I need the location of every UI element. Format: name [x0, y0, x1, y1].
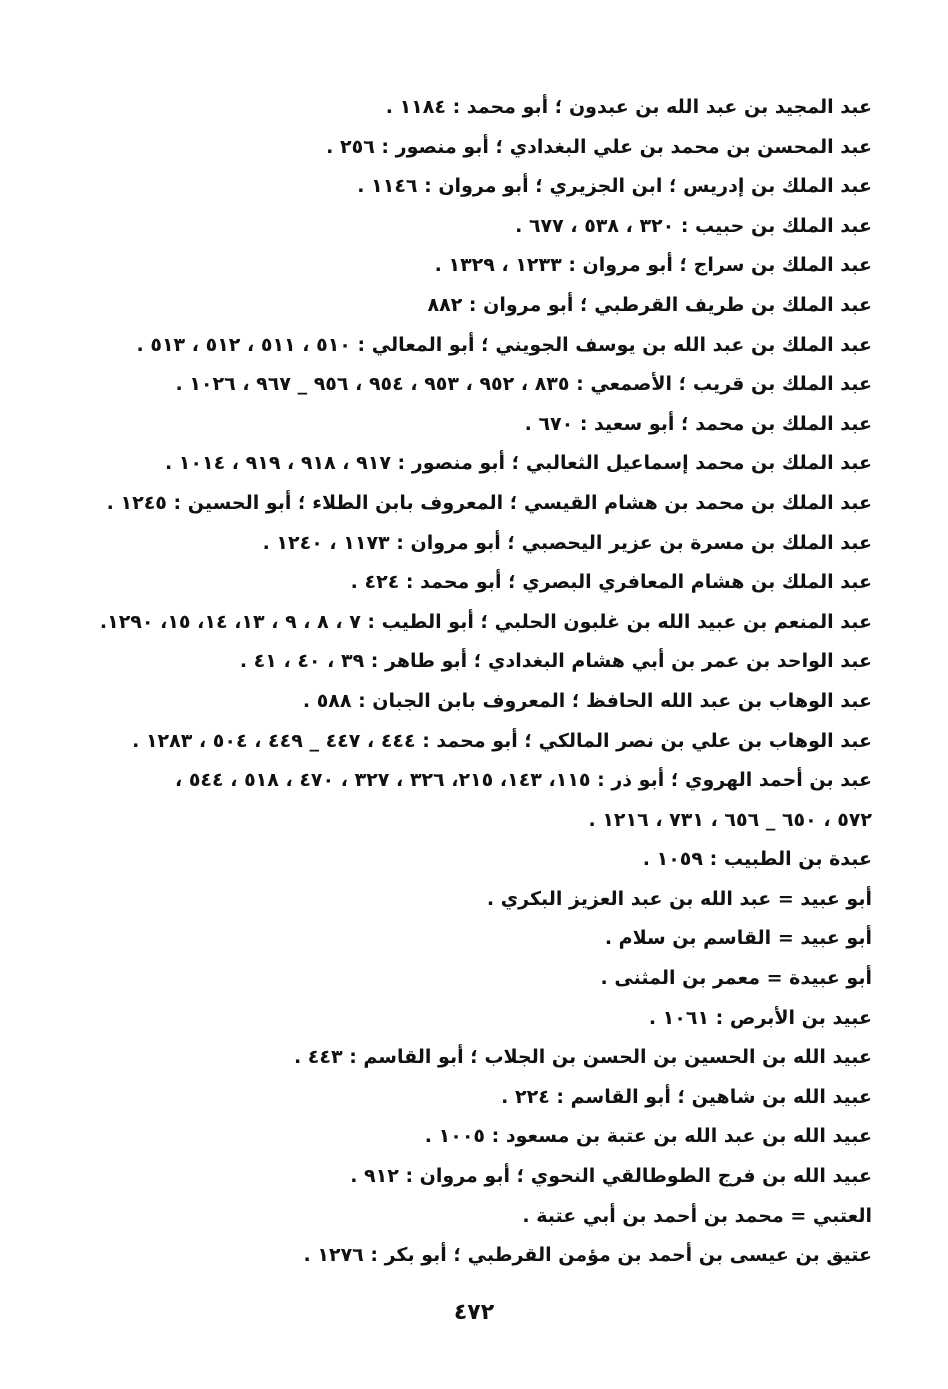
page-number: ٤٧٢: [453, 1300, 495, 1325]
index-entry: عبد الملك بن سراج ؛ أبو مروان : ١٢٣٣ ، ١٣٢٩ .: [434, 254, 872, 277]
index-entry-continuation: ٥٧٢ ، ٦٥٠ _ ٦٥٦ ، ٧٣١ ، ١٢١٦ .: [588, 808, 872, 831]
index-entry: عبد الملك بن عبد الله بن يوسف الجويني ؛ أبو المعالي : ٥١٠ ، ٥١١ ، ٥١٢ ، ٥١٣ .: [136, 333, 872, 356]
index-entry: عبد الملك بن هشام المعافري البصري ؛ أبو محمد : ٤٢٤ .: [350, 571, 872, 594]
index-entry: عبيد الله بن شاهين ؛ أبو القاسم : ٢٢٤ .: [501, 1085, 872, 1108]
index-entry: عبد الواحد بن عمر بن أبي هشام البغدادي ؛ أبو طاهر : ٣٩ ، ٤٠ ، ٤١ .: [239, 650, 872, 673]
index-entry: العتبي = محمد بن أحمد بن أبي عتبة .: [522, 1204, 872, 1227]
index-entry: عبد الملك بن مسرة بن عزير اليحصبي ؛ أبو مروان : ١١٧٣ ، ١٢٤٠ .: [262, 531, 872, 554]
index-entry: عبيد الله بن فرج الطوطالقي النحوي ؛ أبو مروان : ٩١٢ .: [350, 1165, 872, 1188]
index-entry: عبد الوهاب بن عبد الله الحافظ ؛ المعروف بابن الجبان : ٥٨٨ .: [302, 689, 872, 712]
index-entry: أبو عبيد = عبد الله بن عبد العزيز البكري .: [486, 887, 872, 910]
index-entry: عبد المنعم بن عبيد الله بن غلبون الحلبي ؛ أبو الطيب : ٧ ، ٨ ، ٩ ، ١٣، ١٤، ١٥، ١٢٩٠.: [99, 610, 872, 633]
index-entry: عبد الملك بن إدريس ؛ ابن الجزيري ؛ أبو مروان : ١١٤٦ .: [357, 175, 872, 198]
index-entry: عبد المحسن بن محمد بن علي البغدادي ؛ أبو منصور : ٢٥٦ .: [326, 135, 872, 158]
index-entries: [60, 88, 872, 1276]
index-entry: عبد الملك بن طريف القرطبي ؛ أبو مروان : ٨٨٢: [427, 293, 872, 316]
index-entry: عبد الملك بن قريب ؛ الأصمعي : ٨٣٥ ، ٩٥٢ ، ٩٥٣ ، ٩٥٤ ، ٩٥٦ _ ٩٦٧ ، ١٠٢٦ .: [175, 373, 872, 396]
index-entry: عبد الملك بن محمد إسماعيل الثعالبي ؛ أبو منصور : ٩١٧ ، ٩١٨ ، ٩١٩ ، ١٠١٤ .: [164, 452, 872, 475]
index-entry: عبد بن أحمد الهروي ؛ أبو ذر : ١١٥، ١٤٣، ٢١٥، ٣٢٦ ، ٣٢٧ ، ٤٧٠ ، ٥١٨ ، ٥٤٤ ،: [174, 769, 872, 792]
index-entry: أبو عبيدة = معمر بن المثنى .: [600, 967, 872, 990]
index-entry: عبد الملك بن حبيب : ٣٢٠ ، ٥٣٨ ، ٦٧٧ .: [515, 214, 872, 237]
index-entry: عبد الوهاب بن علي بن نصر المالكي ؛ أبو محمد : ٤٤٤ ، ٤٤٧ _ ٤٤٩ ، ٥٠٤ ، ١٢٨٣ .: [132, 729, 872, 752]
index-entry: عبيد الله بن الحسين بن الحسن بن الجلاب ؛ أبو القاسم : ٤٤٣ .: [293, 1046, 872, 1069]
index-entry: عبيد الله بن عبد الله بن عتبة بن مسعود : ١٠٠٥ .: [424, 1125, 872, 1148]
index-entry: عبد الملك بن محمد بن هشام القيسي ؛ المعروف بابن الطلاء ؛ أبو الحسين : ١٢٤٥ .: [106, 491, 872, 514]
index-entry: عبد المجيد بن عبد الله بن عبدون ؛ أبو محمد : ١١٨٤ .: [385, 96, 872, 118]
index-entry: عبيد بن الأبرص : ١٠٦١ .: [648, 1006, 872, 1029]
index-entry: عبد الملك بن محمد ؛ أبو سعيد : ٦٧٠ .: [524, 412, 872, 435]
index-entry: عبدة بن الطبيب : ١٠٥٩ .: [642, 848, 872, 871]
index-entry: عتيق بن عيسى بن أحمد بن مؤمن القرطبي ؛ أبو بكر : ١٢٧٦ .: [303, 1244, 872, 1267]
index-entry: أبو عبيد = القاسم بن سلام .: [604, 927, 872, 950]
